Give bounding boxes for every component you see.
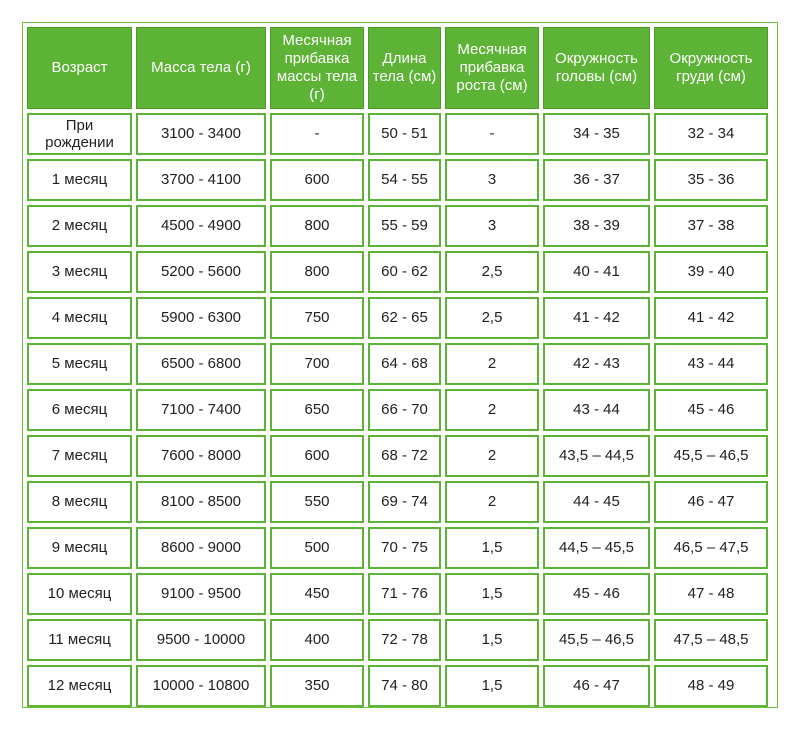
- cell-body-length: 62 - 65: [368, 297, 441, 339]
- table-row: [27, 113, 768, 155]
- header-monthly-mass-gain: Месячная прибавка массы тела (г): [270, 27, 364, 109]
- cell-monthly-mass-gain: 800: [270, 205, 364, 247]
- cell-head-circumference: 42 - 43: [543, 343, 650, 385]
- cell-head-circumference: 43,5 – 44,5: [543, 435, 650, 477]
- header-monthly-height-gain: Месячная прибавка роста (см): [445, 27, 539, 109]
- cell-monthly-mass-gain: 400: [270, 619, 364, 661]
- cell-age: 7 месяц: [27, 435, 132, 477]
- cell-monthly-mass-gain: 600: [270, 435, 364, 477]
- cell-head-circumference: 34 - 35: [543, 113, 650, 155]
- cell-monthly-mass-gain: 800: [270, 251, 364, 293]
- cell-head-circumference: 46 - 47: [543, 665, 650, 707]
- table-row: [27, 527, 768, 569]
- cell-age: 2 месяц: [27, 205, 132, 247]
- cell-chest-circumference: 48 - 49: [654, 665, 768, 707]
- table-header: [27, 27, 768, 109]
- cell-age: 5 месяц: [27, 343, 132, 385]
- cell-body-length: 72 - 78: [368, 619, 441, 661]
- cell-age: 1 месяц: [27, 159, 132, 201]
- cell-monthly-mass-gain: 750: [270, 297, 364, 339]
- cell-body-length: 74 - 80: [368, 665, 441, 707]
- table-row: [27, 619, 768, 661]
- table-row: [27, 665, 768, 707]
- header-age: Возраст: [27, 27, 132, 109]
- cell-chest-circumference: 37 - 38: [654, 205, 768, 247]
- cell-body-length: 54 - 55: [368, 159, 441, 201]
- table-row: [27, 343, 768, 385]
- cell-head-circumference: 45,5 – 46,5: [543, 619, 650, 661]
- cell-head-circumference: 44 - 45: [543, 481, 650, 523]
- cell-chest-circumference: 45 - 46: [654, 389, 768, 431]
- table-row: [27, 297, 768, 339]
- header-chest-circumference: Окружность груди (см): [654, 27, 768, 109]
- cell-monthly-height-gain: 2: [445, 481, 539, 523]
- cell-monthly-height-gain: -: [445, 113, 539, 155]
- cell-head-circumference: 41 - 42: [543, 297, 650, 339]
- cell-head-circumference: 38 - 39: [543, 205, 650, 247]
- cell-body-length: 69 - 74: [368, 481, 441, 523]
- cell-monthly-height-gain: 2,5: [445, 297, 539, 339]
- cell-monthly-mass-gain: 350: [270, 665, 364, 707]
- table-body: [27, 113, 768, 707]
- cell-age: 6 месяц: [27, 389, 132, 431]
- cell-monthly-height-gain: 2: [445, 343, 539, 385]
- cell-monthly-mass-gain: 500: [270, 527, 364, 569]
- cell-monthly-height-gain: 1,5: [445, 527, 539, 569]
- cell-chest-circumference: 47,5 – 48,5: [654, 619, 768, 661]
- cell-body-mass: 7600 - 8000: [136, 435, 266, 477]
- cell-age: При рождении: [27, 113, 132, 155]
- cell-body-length: 50 - 51: [368, 113, 441, 155]
- table-row: [27, 389, 768, 431]
- cell-body-mass: 8600 - 9000: [136, 527, 266, 569]
- cell-chest-circumference: 45,5 – 46,5: [654, 435, 768, 477]
- table-row: [27, 205, 768, 247]
- cell-monthly-height-gain: 3: [445, 205, 539, 247]
- cell-body-length: 71 - 76: [368, 573, 441, 615]
- cell-body-length: 66 - 70: [368, 389, 441, 431]
- cell-body-mass: 6500 - 6800: [136, 343, 266, 385]
- cell-chest-circumference: 46 - 47: [654, 481, 768, 523]
- table-row: [27, 159, 768, 201]
- cell-body-mass: 9100 - 9500: [136, 573, 266, 615]
- header-head-circumference: Окружность головы (см): [543, 27, 650, 109]
- cell-age: 11 месяц: [27, 619, 132, 661]
- cell-body-mass: 10000 - 10800: [136, 665, 266, 707]
- cell-body-mass: 7100 - 7400: [136, 389, 266, 431]
- header-body-length: Длина тела (см): [368, 27, 441, 109]
- cell-chest-circumference: 43 - 44: [654, 343, 768, 385]
- cell-monthly-mass-gain: 700: [270, 343, 364, 385]
- table-row: [27, 573, 768, 615]
- cell-head-circumference: 45 - 46: [543, 573, 650, 615]
- cell-monthly-height-gain: 2,5: [445, 251, 539, 293]
- cell-monthly-height-gain: 2: [445, 389, 539, 431]
- cell-body-mass: 4500 - 4900: [136, 205, 266, 247]
- table-row: [27, 435, 768, 477]
- cell-head-circumference: 43 - 44: [543, 389, 650, 431]
- cell-monthly-height-gain: 1,5: [445, 665, 539, 707]
- cell-chest-circumference: 41 - 42: [654, 297, 768, 339]
- cell-body-length: 60 - 62: [368, 251, 441, 293]
- cell-chest-circumference: 32 - 34: [654, 113, 768, 155]
- cell-chest-circumference: 47 - 48: [654, 573, 768, 615]
- cell-body-mass: 9500 - 10000: [136, 619, 266, 661]
- cell-monthly-mass-gain: 650: [270, 389, 364, 431]
- header-row: [27, 27, 768, 109]
- growth-table: [23, 23, 772, 711]
- cell-age: 12 месяц: [27, 665, 132, 707]
- header-body-mass: Масса тела (г): [136, 27, 266, 109]
- cell-body-mass: 5900 - 6300: [136, 297, 266, 339]
- cell-chest-circumference: 39 - 40: [654, 251, 768, 293]
- cell-head-circumference: 36 - 37: [543, 159, 650, 201]
- table-row: [27, 251, 768, 293]
- cell-age: 9 месяц: [27, 527, 132, 569]
- cell-age: 8 месяц: [27, 481, 132, 523]
- cell-age: 4 месяц: [27, 297, 132, 339]
- cell-body-length: 70 - 75: [368, 527, 441, 569]
- cell-monthly-mass-gain: 450: [270, 573, 364, 615]
- cell-body-length: 55 - 59: [368, 205, 441, 247]
- cell-head-circumference: 44,5 – 45,5: [543, 527, 650, 569]
- cell-chest-circumference: 35 - 36: [654, 159, 768, 201]
- cell-head-circumference: 40 - 41: [543, 251, 650, 293]
- cell-monthly-height-gain: 1,5: [445, 573, 539, 615]
- cell-body-mass: 8100 - 8500: [136, 481, 266, 523]
- table-row: [27, 481, 768, 523]
- cell-monthly-mass-gain: 550: [270, 481, 364, 523]
- cell-monthly-mass-gain: 600: [270, 159, 364, 201]
- cell-monthly-height-gain: 1,5: [445, 619, 539, 661]
- cell-monthly-height-gain: 3: [445, 159, 539, 201]
- cell-body-length: 68 - 72: [368, 435, 441, 477]
- cell-age: 3 месяц: [27, 251, 132, 293]
- cell-monthly-height-gain: 2: [445, 435, 539, 477]
- cell-body-mass: 3100 - 3400: [136, 113, 266, 155]
- cell-body-length: 64 - 68: [368, 343, 441, 385]
- cell-age: 10 месяц: [27, 573, 132, 615]
- cell-chest-circumference: 46,5 – 47,5: [654, 527, 768, 569]
- cell-body-mass: 3700 - 4100: [136, 159, 266, 201]
- cell-body-mass: 5200 - 5600: [136, 251, 266, 293]
- cell-monthly-mass-gain: -: [270, 113, 364, 155]
